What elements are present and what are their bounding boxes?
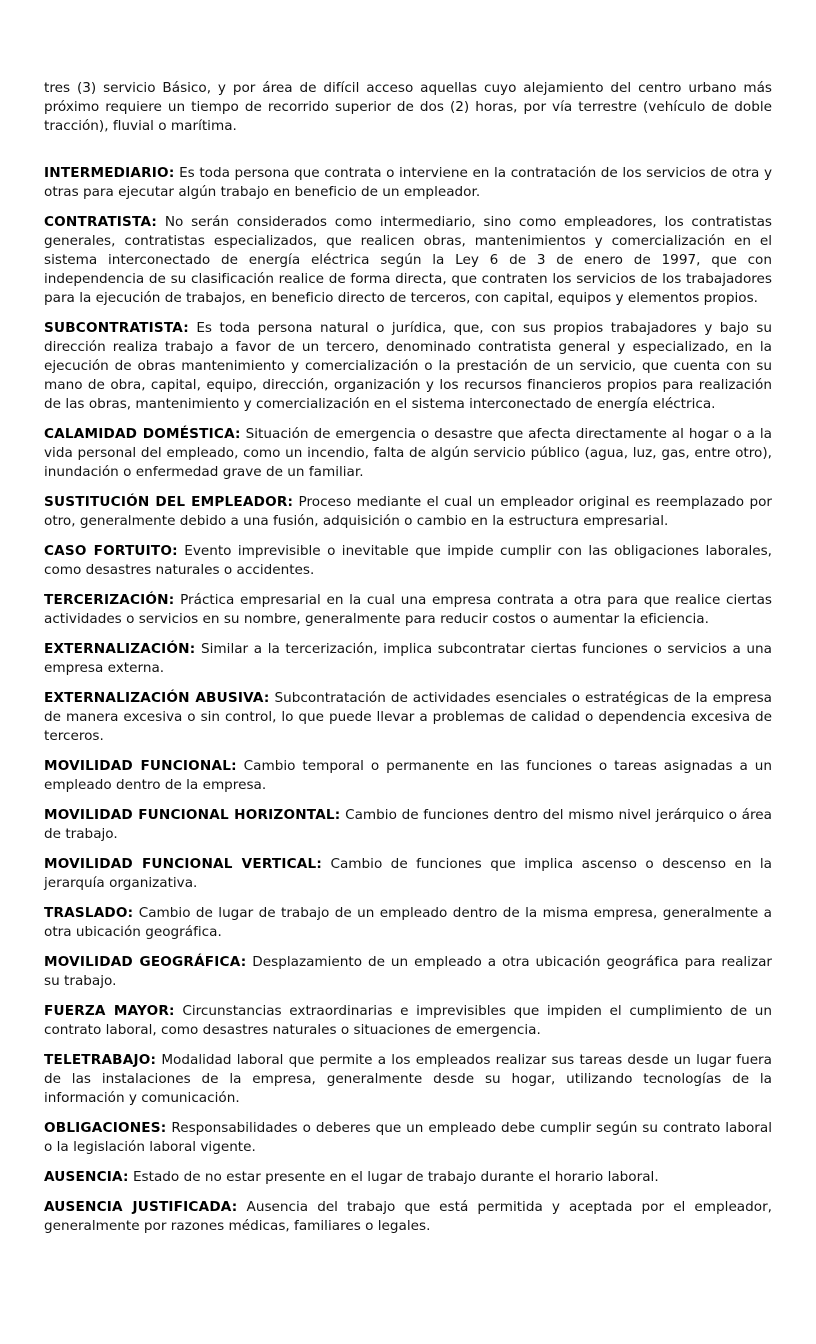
blank-line-spacer (44, 147, 772, 164)
definition-paragraph (44, 640, 772, 678)
definition-term: INTERMEDIARIO: (44, 165, 175, 181)
definition-text: Ausencia del trabajo que está permitida y aceptada por el empleador, generalmente por razones médicas, familiares o legales. (44, 1199, 772, 1234)
definition-term: OBLIGACIONES: (44, 1120, 167, 1136)
definition-text: Responsabilidades o deberes que un empleado debe cumplir según su contrato laboral o la legislación laboral vigente. (44, 1120, 772, 1155)
definition-text: Cambio de lugar de trabajo de un empleado dentro de la misma empresa, generalmente a otra ubicación geográfica. (44, 905, 772, 940)
definition-text: Subcontratación de actividades esenciales o estratégicas de la empresa de manera excesiva o sin control, lo que puede llevar a problemas de calidad o dependencia excesiva de terceros. (44, 690, 772, 744)
definition-term: AUSENCIA: (44, 1169, 129, 1185)
definition-term: SUSTITUCIÓN DEL EMPLEADOR: (44, 494, 294, 510)
definition-text: Estado de no estar presente en el lugar de trabajo durante el horario laboral. (132, 1169, 659, 1185)
definition-paragraph (44, 319, 772, 414)
definition-text: Es toda persona que contrata o interviene en la contratación de los servicios de otra y otras para ejecutar algún trabajo en beneficio de un empleador. (44, 165, 772, 200)
definition-paragraph (44, 855, 772, 893)
definitions-list (44, 164, 772, 1236)
definition-term: MOVILIDAD FUNCIONAL VERTICAL: (44, 856, 323, 872)
definition-term: TELETRABAJO: (44, 1052, 157, 1068)
definition-term: MOVILIDAD FUNCIONAL: (44, 758, 237, 774)
definition-text: Circunstancias extraordinarias e imprevisibles que impiden el cumplimiento de un contrato laboral, como desastres naturales o situaciones de emergencia. (44, 1003, 773, 1038)
definition-paragraph (44, 425, 772, 482)
definition-text: Proceso mediante el cual un empleador original es reemplazado por otro, generalmente debido a una fusión, adquisición o cambio en la estructura empresarial. (44, 494, 772, 529)
definition-term: CASO FORTUITO: (44, 543, 178, 559)
definition-term: EXTERNALIZACIÓN: (44, 641, 196, 657)
definition-text: Práctica empresarial en la cual una empresa contrata a otra para que realice ciertas actividades o servicios en su nombre, generalmente para reducir costos o aumentar la eficiencia. (44, 592, 772, 627)
definition-text: Situación de emergencia o desastre que afecta directamente al hogar o a la vida personal del empleado, como un incendio, falta de algún servicio público (agua, luz, gas, entre otro), inundación o enfermedad grave de un familiar. (44, 426, 772, 480)
definition-term: FUERZA MAYOR: (44, 1003, 175, 1019)
definition-text: Similar a la tercerización, implica subcontratar ciertas funciones o servicios a una empresa externa. (44, 641, 772, 676)
definition-term: MOVILIDAD GEOGRÁFICA: (44, 954, 247, 970)
definition-term: MOVILIDAD FUNCIONAL HORIZONTAL: (44, 807, 341, 823)
definition-text: Evento imprevisible o inevitable que impide cumplir con las obligaciones laborales, como desastres naturales o accidentes. (44, 543, 773, 578)
definition-text: Desplazamiento de un empleado a otra ubicación geográfica para realizar su trabajo. (44, 954, 773, 989)
definition-paragraph (44, 1198, 772, 1236)
definition-term: CALAMIDAD DOMÉSTICA: (44, 426, 241, 442)
definition-text: Es toda persona natural o jurídica, que, con sus propios trabajadores y bajo su dirección realiza trabajo a favor de un tercero, denominado contratista general y especializado, en la ejecución de obras mantenimiento y comercialización o la prestación de un servicio, que cuenta con su mano de obra, capital, equipo, dirección, organización y los recursos financieros propios para realización de las obras, mantenimiento y comercialización en el sistema interconectado de energía eléctrica. (44, 320, 772, 412)
definition-text: No serán considerados como intermediario, sino como empleadores, los contratistas generales, contratistas especializados, que realicen obras, mantenimientos y comercialización en el sistema interconectado de energía eléctrica según la Ley 6 de 3 de enero de 1997, que con independencia de su clasificación realice de forma directa, que contraten los servicios de los trabajadores para la ejecución de trabajos, en beneficio directo de terceros, con capital, equipos y elementos propios. (44, 214, 772, 306)
definition-paragraph (44, 757, 772, 795)
intro-paragraph: tres (3) servicio Básico, y por área de difícil acceso aquellas cuyo alejamiento del centro urbano más próximo requiere un tiempo de recorrido superior de dos (2) horas, por vía terrestre (vehículo de doble tracción), fluvial o marítima. (44, 80, 772, 134)
definition-term: CONTRATISTA: (44, 214, 158, 230)
definition-term: EXTERNALIZACIÓN ABUSIVA: (44, 690, 270, 706)
definition-paragraph (44, 493, 772, 531)
definition-term: TRASLADO: (44, 905, 134, 921)
definition-paragraph (44, 542, 772, 580)
definition-paragraph (44, 591, 772, 629)
definition-paragraph (44, 164, 772, 202)
definition-paragraph (44, 1119, 772, 1157)
definition-paragraph (44, 904, 772, 942)
definition-term: SUBCONTRATISTA: (44, 320, 189, 336)
definition-paragraph (44, 1051, 772, 1108)
definition-term: TERCERIZACIÓN: (44, 592, 175, 608)
definition-text: Cambio de funciones que implica ascenso o descenso en la jerarquía organizativa. (44, 856, 772, 891)
definition-paragraph (44, 1002, 772, 1040)
definition-paragraph (44, 1168, 772, 1187)
definition-paragraph (44, 953, 772, 991)
definition-text: Cambio de funciones dentro del mismo nivel jerárquico o área de trabajo. (44, 807, 773, 842)
definition-paragraph (44, 806, 772, 844)
definition-text: Modalidad laboral que permite a los empleados realizar sus tareas desde un lugar fuera de las instalaciones de la empresa, generalmente desde su hogar, utilizando tecnologías de la información y comunicación. (44, 1052, 772, 1106)
definition-paragraph (44, 213, 772, 308)
definition-paragraph (44, 689, 772, 746)
definition-text: Cambio temporal o permanente en las funciones o tareas asignadas a un empleado dentro de la empresa. (44, 758, 772, 793)
definition-term: AUSENCIA JUSTIFICADA: (44, 1199, 238, 1215)
